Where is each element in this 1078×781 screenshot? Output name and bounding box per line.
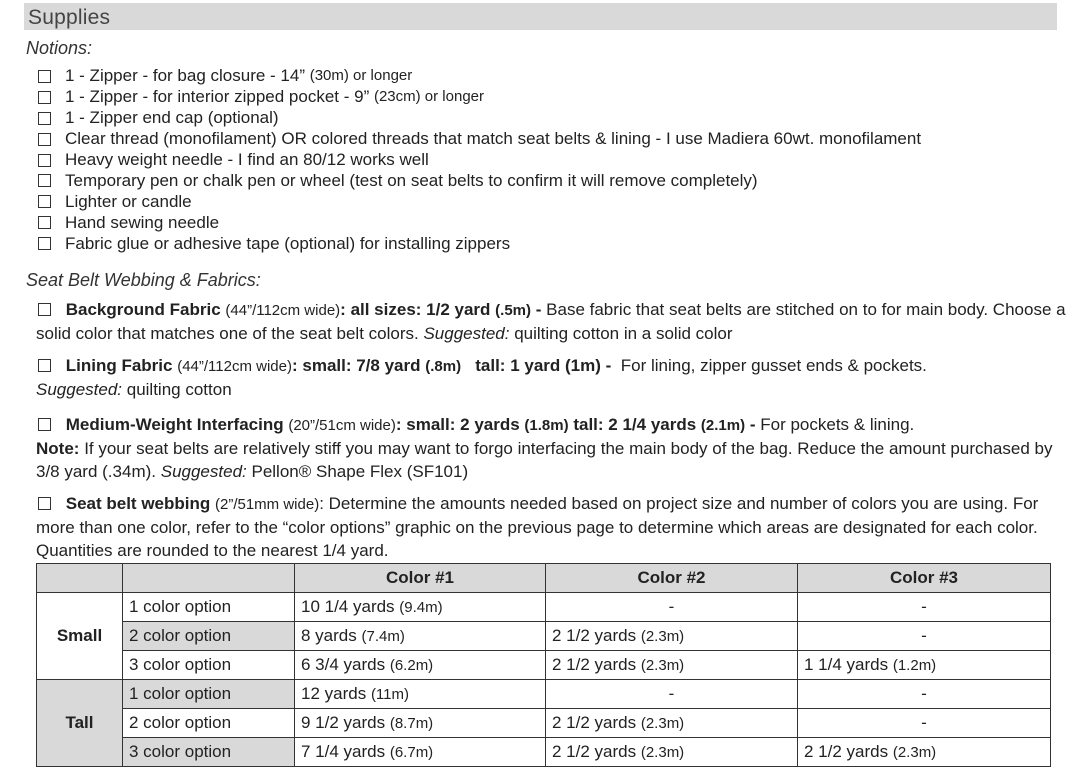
fabrics-heading: Seat Belt Webbing & Fabrics: xyxy=(26,270,261,290)
table-row xyxy=(37,680,1051,709)
checkbox-icon[interactable] xyxy=(38,195,51,208)
background-fabric-item: Background Fabric (44”/112cm wide): all sizes: 1/2 yard (.5m) - Base fabric that seat belts are stitched on to for main body. Choose a solid color that matches one of the seat belt colors. Suggested: quilting cotton in a solid color xyxy=(36,300,1066,343)
color3-cell: - xyxy=(798,680,1051,709)
background-fabric-name: Background Fabric xyxy=(65,300,221,319)
interfacing-item: Medium-Weight Interfacing (20”/51cm wide): small: 2 yards (1.8m) tall: 2 1/4 yards (2.1m) - For pockets & lining. Note: If your seat belts are relatively stiff you may want to forgo interfacing the main body of the bag. Reduce the amount purchased by 3/8 yard (.34m). Suggested: Pellon® Shape Flex (SF101) xyxy=(36,415,1053,481)
table-row xyxy=(37,738,1051,767)
list-item: Lighter or candle xyxy=(38,191,921,212)
color2-cell: 2 1/2 yards (2.3m) xyxy=(546,738,798,767)
checkbox-icon[interactable] xyxy=(38,112,51,125)
table-row xyxy=(37,593,1051,622)
color2-cell: - xyxy=(546,680,798,709)
color2-cell: 2 1/2 yards (2.3m) xyxy=(546,651,798,680)
table-header-cell xyxy=(37,564,123,593)
color1-cell: 8 yards (7.4m) xyxy=(295,622,546,651)
color1-cell: 12 yards (11m) xyxy=(295,680,546,709)
checkbox-icon[interactable] xyxy=(38,216,51,229)
section-title: Supplies xyxy=(28,6,111,29)
color3-cell: - xyxy=(798,622,1051,651)
list-item: Fabric glue or adhesive tape (optional) for installing zippers xyxy=(38,233,921,254)
table-header-row xyxy=(37,564,1051,593)
color2-cell: - xyxy=(546,593,798,622)
color2-cell: 2 1/2 yards (2.3m) xyxy=(546,709,798,738)
section-header xyxy=(24,3,1057,30)
color1-cell: 9 1/2 yards (8.7m) xyxy=(295,709,546,738)
color3-cell: 1 1/4 yards (1.2m) xyxy=(798,651,1051,680)
checkbox-icon[interactable] xyxy=(38,359,51,372)
size-group-label: Small xyxy=(37,593,123,680)
list-item: Clear thread (monofilament) OR colored threads that match seat belts & lining - I use Madiera 60wt. monofilament xyxy=(38,129,921,150)
interfacing-name: Medium-Weight Interfacing xyxy=(65,415,284,434)
color3-cell: - xyxy=(798,709,1051,738)
table-header-cell: Color #1 xyxy=(295,564,546,593)
color1-cell: 10 1/4 yards (9.4m) xyxy=(295,593,546,622)
table-row xyxy=(37,709,1051,738)
color2-cell: 2 1/2 yards (2.3m) xyxy=(546,622,798,651)
list-item: 1 - Zipper - for bag closure - 14” (30m) or longer xyxy=(38,66,921,87)
table-header-cell: Color #3 xyxy=(798,564,1051,593)
color3-cell: 2 1/2 yards (2.3m) xyxy=(798,738,1051,767)
checkbox-icon[interactable] xyxy=(38,70,51,83)
color-option-cell: 3 color option xyxy=(123,738,295,767)
list-item: 1 - Zipper - for interior zipped pocket - 9” (23cm) or longer xyxy=(38,87,921,108)
color-option-cell: 2 color option xyxy=(123,622,295,651)
checkbox-icon[interactable] xyxy=(38,174,51,187)
checkbox-icon[interactable] xyxy=(38,237,51,250)
color-option-cell: 2 color option xyxy=(123,709,295,738)
webbing-item: Seat belt webbing (2”/51mm wide): Determine the amounts needed based on project size and number of colors you are using. For more than one color, refer to the “color options” graphic on the previous page to determine which areas are designated for each color. Quantities are rounded to the nearest 1/4 yard. xyxy=(36,494,1039,560)
checkbox-icon[interactable] xyxy=(38,418,51,431)
color1-cell: 7 1/4 yards (6.7m) xyxy=(295,738,546,767)
color3-cell: - xyxy=(798,593,1051,622)
color-option-cell: 1 color option xyxy=(123,680,295,709)
table-header-cell: Color #2 xyxy=(546,564,798,593)
table-row xyxy=(37,651,1051,680)
list-item: 1 - Zipper end cap (optional) xyxy=(38,108,921,129)
checkbox-icon[interactable] xyxy=(38,497,51,510)
list-item: Hand sewing needle xyxy=(38,212,921,233)
color1-cell: 6 3/4 yards (6.2m) xyxy=(295,651,546,680)
list-item: Heavy weight needle - I find an 80/12 works well xyxy=(38,150,921,171)
checkbox-icon[interactable] xyxy=(38,91,51,104)
notions-list xyxy=(38,66,921,254)
notions-heading: Notions: xyxy=(26,38,93,58)
checkbox-icon[interactable] xyxy=(38,154,51,167)
checkbox-icon[interactable] xyxy=(38,133,51,146)
webbing-quantity-table xyxy=(36,563,1051,767)
color-option-cell: 1 color option xyxy=(123,593,295,622)
lining-fabric-item: Lining Fabric (44”/112cm wide): small: 7/8 yard (.8m) tall: 1 yard (1m) - For lining, zipper gusset ends & pockets. Suggested: quilting cotton xyxy=(36,356,927,399)
size-group-label: Tall xyxy=(37,680,123,767)
table-row xyxy=(37,622,1051,651)
checkbox-icon[interactable] xyxy=(38,303,51,316)
lining-fabric-name: Lining Fabric xyxy=(65,356,173,375)
list-item: Temporary pen or chalk pen or wheel (test on seat belts to confirm it will remove completely) xyxy=(38,170,921,191)
table-header-cell xyxy=(123,564,295,593)
color-option-cell: 3 color option xyxy=(123,651,295,680)
webbing-name: Seat belt webbing xyxy=(65,494,211,513)
